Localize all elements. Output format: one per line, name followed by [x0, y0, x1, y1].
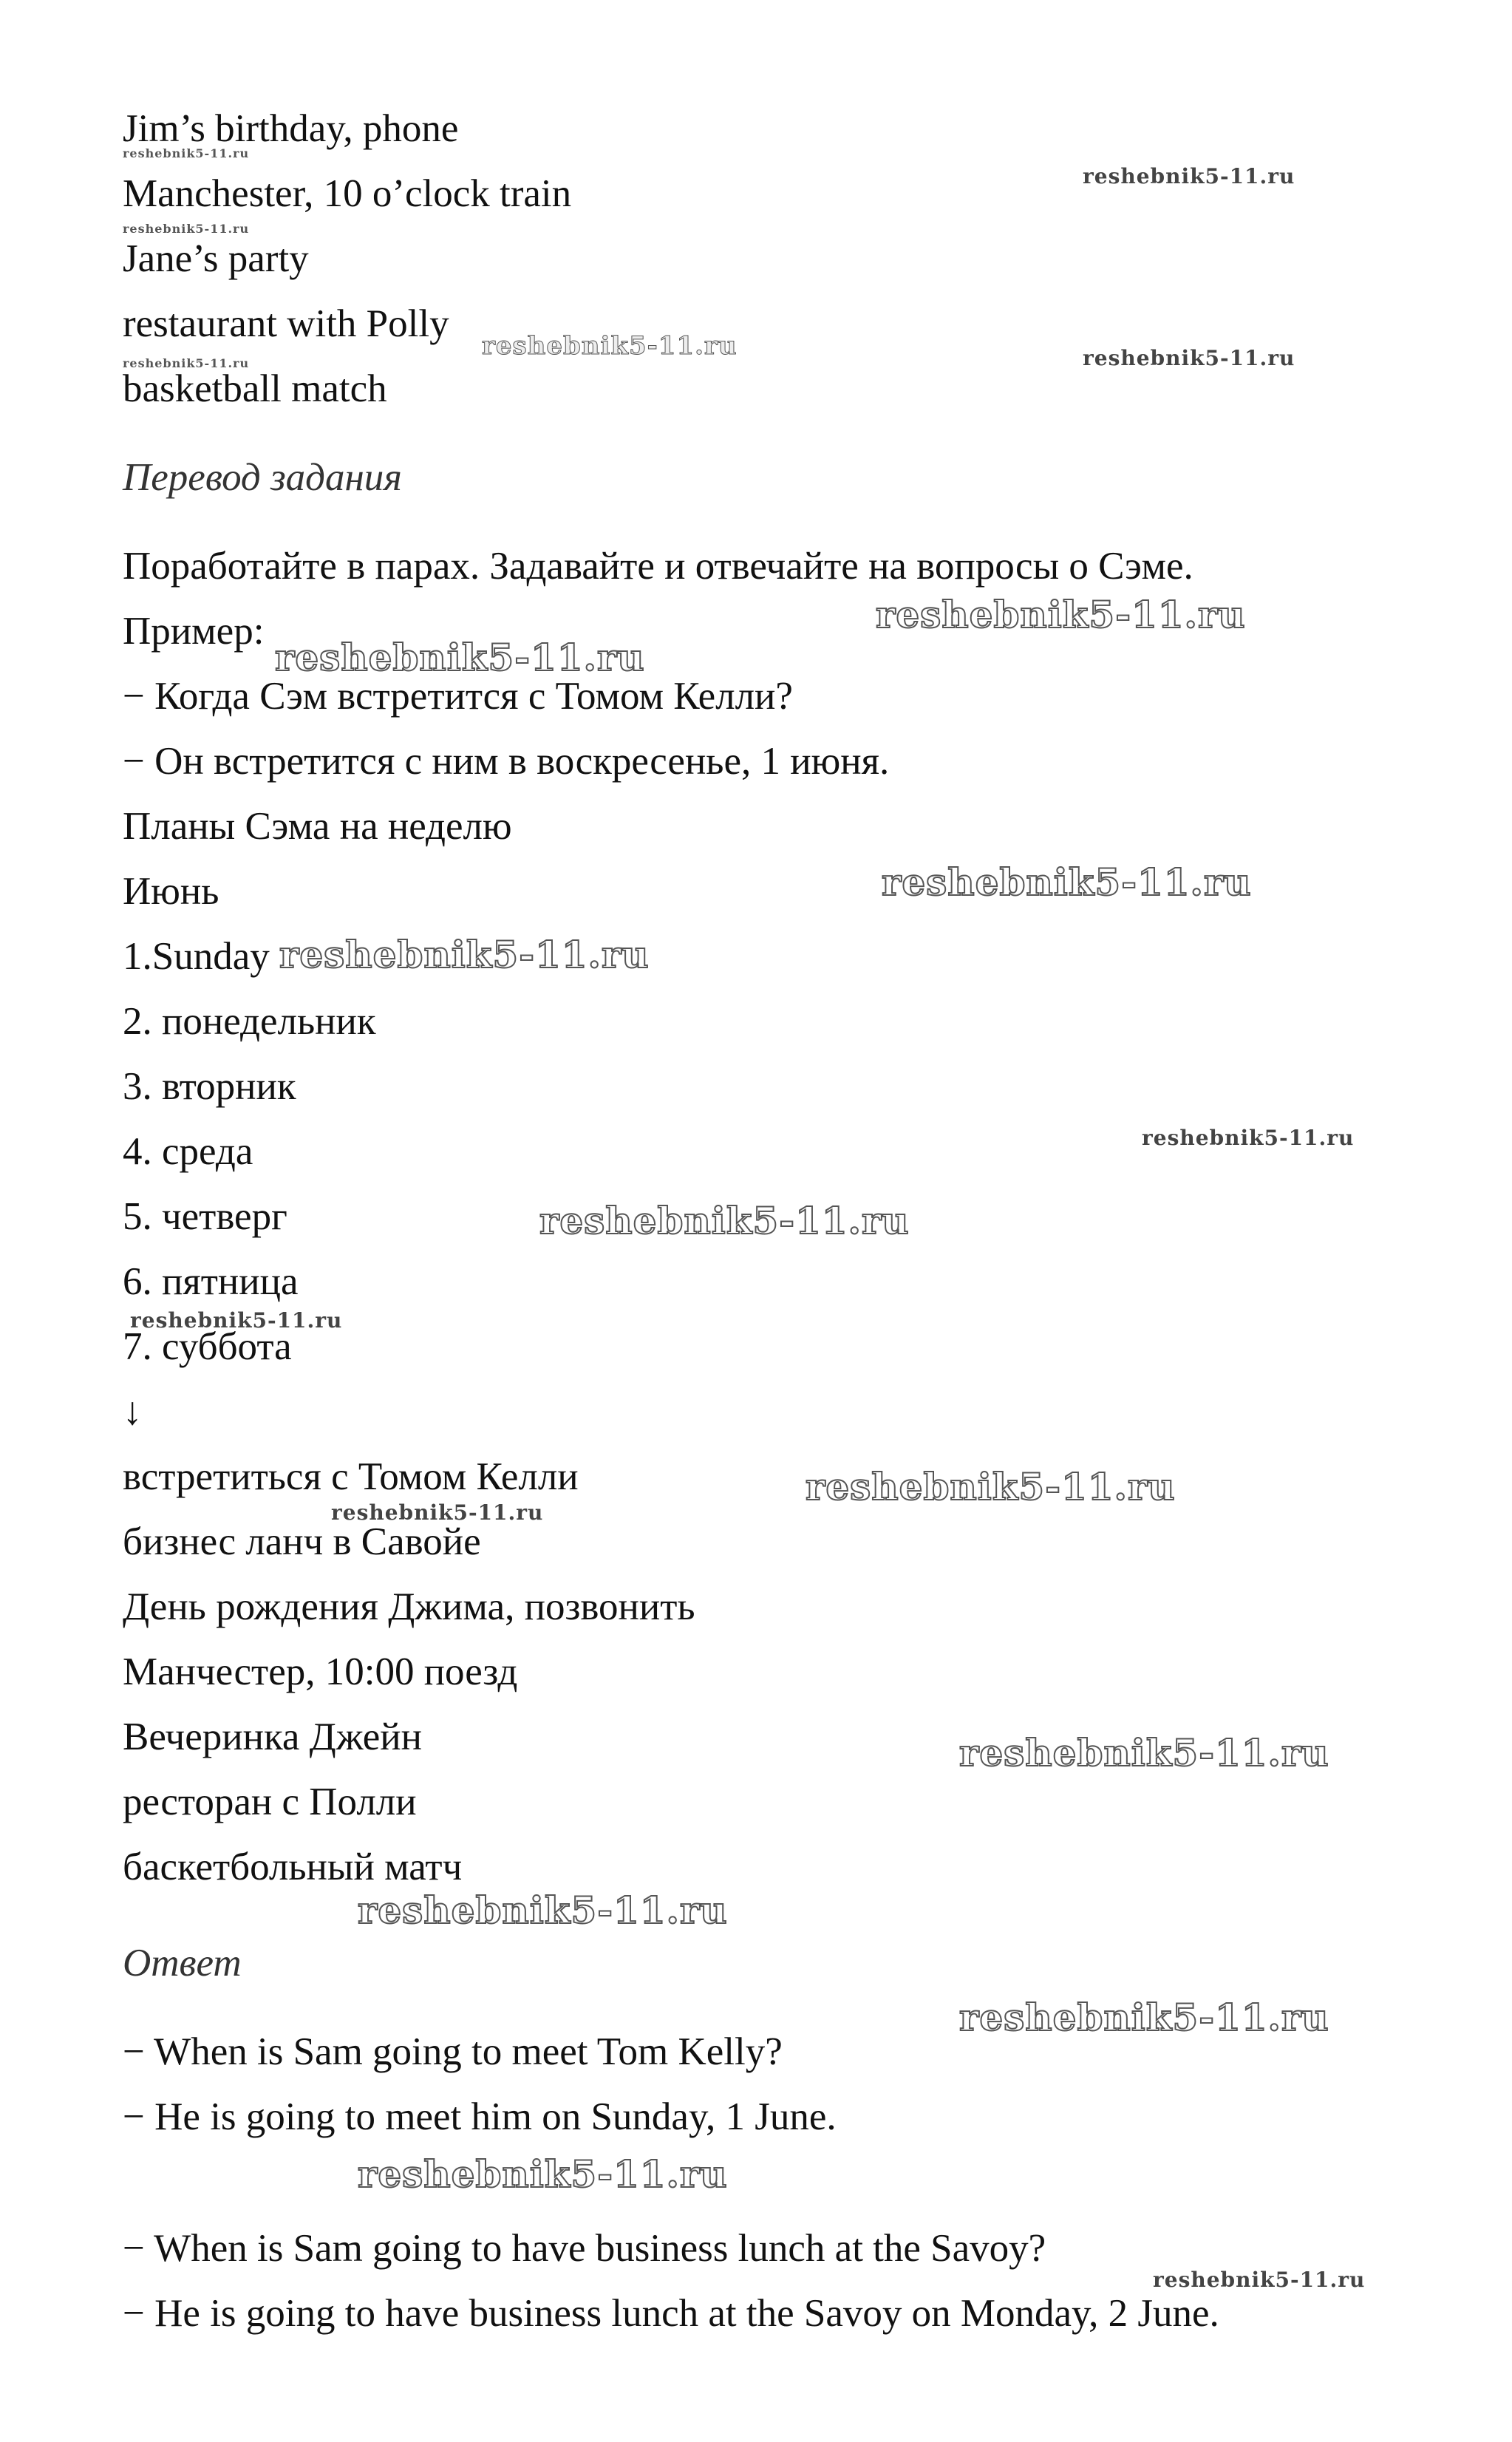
day-item: 5. четверг — [123, 1195, 287, 1238]
example-answer: − Он встретится с ним в воскресенье, 1 июня. — [123, 740, 890, 783]
plan-ru-line: ресторан с Полли — [123, 1781, 417, 1823]
plan-en-line: Jim’s birthday, phone — [123, 107, 459, 150]
answer-line: − He is going to have business lunch at the Savoy on Monday, 2 June. — [123, 2292, 1219, 2335]
plan-ru-line: День рождения Джима, позвонить — [123, 1585, 695, 1628]
watermark: reshebnik5-11.ru — [123, 222, 250, 236]
watermark: reshebnik5-11.ru — [959, 1731, 1329, 1775]
plan-en-line: restaurant with Polly — [123, 302, 449, 345]
plan-ru-line: Манчестер, 10:00 поезд — [123, 1650, 518, 1693]
plan-en-line: Jane’s party — [123, 237, 309, 280]
watermark: reshebnik5-11.ru — [130, 1308, 343, 1333]
plan-en-line: Manchester, 10 o’clock train — [123, 172, 572, 215]
watermark: reshebnik5-11.ru — [882, 860, 1252, 904]
task-text: Поработайте в парах. Задавайте и отвечайте на вопросы о Сэме. — [123, 545, 1193, 588]
example-question: − Когда Сэм встретится с Томом Келли? — [123, 675, 793, 718]
watermark: reshebnik5-11.ru — [1153, 2268, 1366, 2292]
day-item: 6. пятница — [123, 1260, 299, 1303]
watermark: reshebnik5-11.ru — [123, 146, 250, 160]
translation-heading: Перевод задания — [123, 456, 402, 499]
watermark: reshebnik5-11.ru — [275, 636, 645, 679]
answer-heading: Ответ — [123, 1942, 242, 1984]
watermark: reshebnik5-11.ru — [482, 331, 738, 361]
watermark: reshebnik5-11.ru — [279, 933, 650, 976]
watermark: reshebnik5-11.ru — [123, 356, 250, 370]
plan-ru-line: встретиться с Томом Келли — [123, 1455, 579, 1498]
plans-title: Планы Сэма на неделю — [123, 805, 512, 848]
answer-line: − He is going to meet him on Sunday, 1 June. — [123, 2095, 837, 2138]
answer-line: − When is Sam going to meet Tom Kelly? — [123, 2030, 783, 2073]
plan-en-line: basketball match — [123, 367, 387, 410]
watermark: reshebnik5-11.ru — [1083, 346, 1295, 370]
watermark: reshebnik5-11.ru — [539, 1199, 910, 1242]
day-item: 4. среда — [123, 1130, 253, 1173]
answer-line: − When is Sam going to have business lunch at the Savoy? — [123, 2227, 1046, 2270]
day-item: 1.Sunday — [123, 935, 270, 978]
day-item: 2. понедельник — [123, 1000, 376, 1043]
day-item: 3. вторник — [123, 1065, 296, 1108]
example-label: Пример: — [123, 610, 265, 653]
day-item: 7. суббота — [123, 1325, 292, 1368]
plan-ru-line: бизнес ланч в Савойе — [123, 1520, 481, 1563]
watermark: reshebnik5-11.ru — [876, 593, 1246, 636]
plan-ru-line: Вечеринка Джейн — [123, 1715, 423, 1758]
watermark: reshebnik5-11.ru — [1142, 1126, 1355, 1150]
watermark: reshebnik5-11.ru — [1083, 164, 1295, 188]
watermark: reshebnik5-11.ru — [331, 1500, 544, 1525]
watermark: reshebnik5-11.ru — [806, 1465, 1176, 1509]
watermark: reshebnik5-11.ru — [358, 2152, 728, 2196]
plan-ru-line: баскетбольный матч — [123, 1846, 463, 1888]
watermark: reshebnik5-11.ru — [358, 1888, 728, 1932]
watermark: reshebnik5-11.ru — [959, 1996, 1329, 2039]
month-label: Июнь — [123, 870, 219, 913]
down-arrow-icon: ↓ — [123, 1390, 143, 1433]
